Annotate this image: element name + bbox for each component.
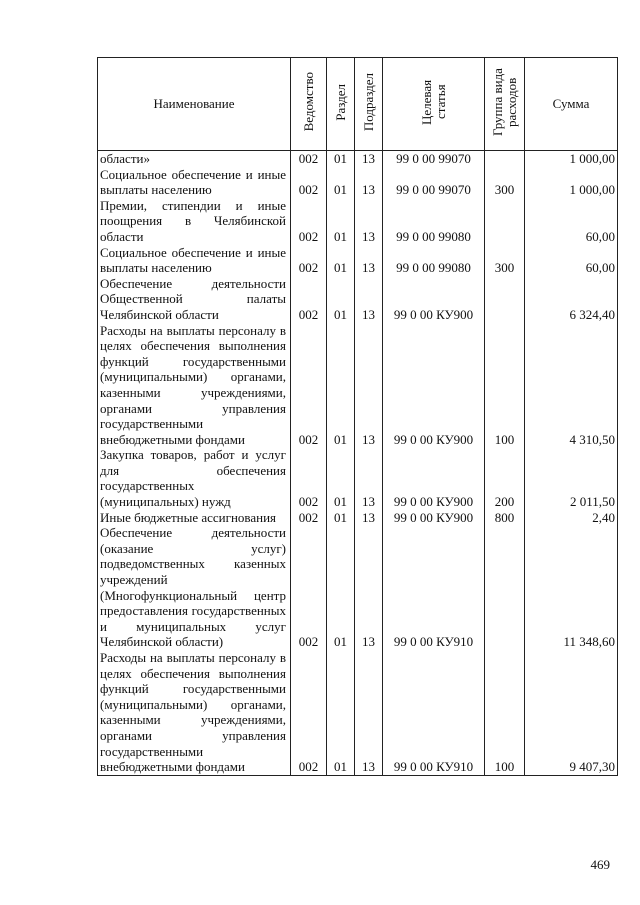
row-vedomstvo: 002 xyxy=(291,167,327,198)
header-name: Наименование xyxy=(98,58,291,151)
row-name: Социальное обеспечение и иные выплаты населению xyxy=(98,167,291,198)
row-podrazdel: 13 xyxy=(355,447,383,509)
table-row xyxy=(98,276,618,323)
row-celevaya: 99 0 00 99070 xyxy=(383,167,485,198)
row-gruppa: 300 xyxy=(485,167,525,198)
table-row xyxy=(98,510,618,526)
row-name: Расходы на выплаты персоналу в целях обеспечения выполнения функций государственными (муниципальными) органами, казенными учреждениями, органами управления государственными внебюджетными фондами xyxy=(98,650,291,775)
table-header-row xyxy=(98,58,618,151)
row-podrazdel: 13 xyxy=(355,323,383,448)
row-gruppa xyxy=(485,525,525,650)
table-row xyxy=(98,151,618,167)
row-name: Премии, стипендии и иные поощрения в Челябинской области xyxy=(98,198,291,245)
table-row xyxy=(98,198,618,245)
row-podrazdel: 13 xyxy=(355,198,383,245)
row-gruppa: 100 xyxy=(485,650,525,775)
row-razdel: 01 xyxy=(327,323,355,448)
header-gruppa: Группа вида расходов xyxy=(485,58,525,151)
header-celevaya: Целевая статья xyxy=(383,58,485,151)
page-number: 469 xyxy=(590,857,610,872)
row-summa: 6 324,40 xyxy=(525,276,618,323)
header-podrazdel: Подраздел xyxy=(355,58,383,151)
table-body xyxy=(98,151,618,776)
row-summa: 1 000,00 xyxy=(525,167,618,198)
row-summa: 60,00 xyxy=(525,198,618,245)
row-name: Закупка товаров, работ и услуг для обеспечения государственных (муниципальных) нужд xyxy=(98,447,291,509)
table-row xyxy=(98,525,618,650)
row-summa: 1 000,00 xyxy=(525,151,618,167)
row-podrazdel: 13 xyxy=(355,167,383,198)
row-vedomstvo: 002 xyxy=(291,510,327,526)
row-gruppa: 800 xyxy=(485,510,525,526)
row-celevaya: 99 0 00 99080 xyxy=(383,198,485,245)
header-vedomstvo: Ведомство xyxy=(291,58,327,151)
row-gruppa xyxy=(485,276,525,323)
row-summa: 2,40 xyxy=(525,510,618,526)
row-celevaya: 99 0 00 КУ900 xyxy=(383,447,485,509)
row-summa: 4 310,50 xyxy=(525,323,618,448)
header-summa: Сумма xyxy=(525,58,618,151)
row-name: Обеспечение деятельности (оказание услуг) подведомственных казенных учреждений (Многофункциональный центр предоставления государственных и муниципальных услуг Челябинской области) xyxy=(98,525,291,650)
table-row xyxy=(98,447,618,509)
row-vedomstvo: 002 xyxy=(291,198,327,245)
row-summa: 2 011,50 xyxy=(525,447,618,509)
row-razdel: 01 xyxy=(327,151,355,167)
row-summa: 11 348,60 xyxy=(525,525,618,650)
row-celevaya: 99 0 00 КУ910 xyxy=(383,650,485,775)
row-celevaya: 99 0 00 КУ900 xyxy=(383,276,485,323)
row-name: Обеспечение деятельности Общественной палаты Челябинской области xyxy=(98,276,291,323)
row-podrazdel: 13 xyxy=(355,525,383,650)
row-vedomstvo: 002 xyxy=(291,245,327,276)
row-gruppa xyxy=(485,151,525,167)
row-celevaya: 99 0 00 КУ900 xyxy=(383,323,485,448)
row-celevaya: 99 0 00 99070 xyxy=(383,151,485,167)
row-razdel: 01 xyxy=(327,245,355,276)
row-vedomstvo: 002 xyxy=(291,447,327,509)
row-celevaya: 99 0 00 КУ910 xyxy=(383,525,485,650)
row-name: Социальное обеспечение и иные выплаты населению xyxy=(98,245,291,276)
budget-table xyxy=(97,57,618,776)
row-summa: 9 407,30 xyxy=(525,650,618,775)
row-razdel: 01 xyxy=(327,447,355,509)
row-vedomstvo: 002 xyxy=(291,151,327,167)
row-razdel: 01 xyxy=(327,650,355,775)
row-gruppa: 200 xyxy=(485,447,525,509)
row-celevaya: 99 0 00 99080 xyxy=(383,245,485,276)
row-name: области» xyxy=(98,151,291,167)
row-gruppa: 100 xyxy=(485,323,525,448)
row-razdel: 01 xyxy=(327,167,355,198)
row-razdel: 01 xyxy=(327,510,355,526)
row-vedomstvo: 002 xyxy=(291,276,327,323)
row-gruppa: 300 xyxy=(485,245,525,276)
row-podrazdel: 13 xyxy=(355,510,383,526)
table-row xyxy=(98,650,618,775)
header-razdel: Раздел xyxy=(327,58,355,151)
row-name: Иные бюджетные ассигнования xyxy=(98,510,291,526)
table-row xyxy=(98,245,618,276)
row-gruppa xyxy=(485,198,525,245)
row-summa: 60,00 xyxy=(525,245,618,276)
row-vedomstvo: 002 xyxy=(291,650,327,775)
table-row xyxy=(98,167,618,198)
row-razdel: 01 xyxy=(327,276,355,323)
row-razdel: 01 xyxy=(327,525,355,650)
row-podrazdel: 13 xyxy=(355,151,383,167)
row-podrazdel: 13 xyxy=(355,650,383,775)
row-celevaya: 99 0 00 КУ900 xyxy=(383,510,485,526)
row-podrazdel: 13 xyxy=(355,276,383,323)
row-razdel: 01 xyxy=(327,198,355,245)
row-name: Расходы на выплаты персоналу в целях обеспечения выполнения функций государственными (муниципальными) органами, казенными учреждениями, органами управления государственными внебюджетными фондами xyxy=(98,323,291,448)
row-vedomstvo: 002 xyxy=(291,323,327,448)
table-row xyxy=(98,323,618,448)
row-podrazdel: 13 xyxy=(355,245,383,276)
row-vedomstvo: 002 xyxy=(291,525,327,650)
